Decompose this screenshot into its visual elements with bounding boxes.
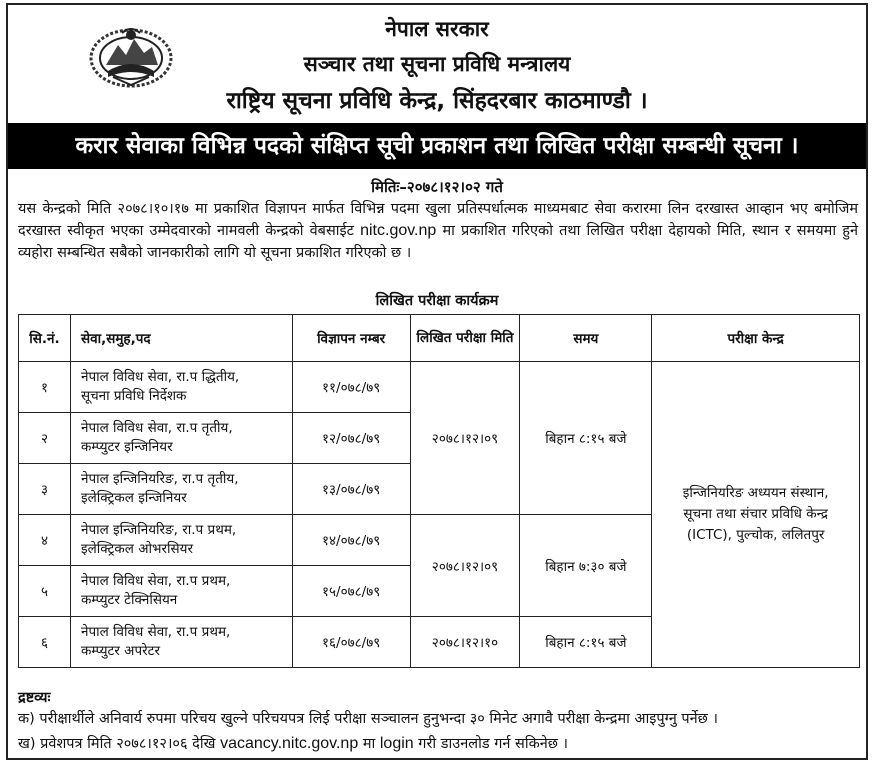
group-exam-date: २०७८।१२।०९: [410, 515, 520, 617]
row-ad-no: १६/०७८/७९: [292, 617, 410, 668]
row-ad-no: १५/०७८/७९: [292, 566, 410, 617]
notice-header: [8, 5, 866, 118]
org-government: नेपाल सरकार: [385, 17, 489, 41]
website-link[interactable]: nitc.gov.np: [360, 222, 437, 239]
note-b: [18, 733, 568, 753]
post-line: इलेक्ट्रिकल ओभरसियर: [80, 541, 194, 557]
center-line: इन्जिनियरिङ अध्ययन संस्थान,: [682, 485, 829, 501]
group-exam-time: बिहान ८:१५ बजे: [520, 617, 652, 668]
exam-center: [652, 362, 860, 668]
row-post: [70, 413, 292, 464]
post-line: नेपाल विविध सेवा, रा.प तृतीय,: [80, 420, 233, 436]
program-title: लिखित परीक्षा कार्यक्रम: [375, 293, 499, 309]
table-row: [19, 362, 860, 413]
row-sn: २: [19, 413, 71, 464]
notes-title: द्रष्टव्यः: [18, 690, 51, 706]
row-post: [70, 515, 292, 566]
row-post: [70, 464, 292, 515]
row-post: [70, 617, 292, 668]
header-post: सेवा,समुह,पद: [70, 315, 292, 362]
group-exam-time: बिहान ७:३० बजे: [520, 515, 652, 617]
org-ministry: सञ्चार तथा सूचना प्रविधि मन्त्रालय: [303, 52, 571, 76]
note-a: क) परीक्षार्थीले अनिवार्य रुपमा परिचय खुल्ने परिचयपत्र लिई परीक्षा सञ्चालन हुनुभन्दा ३० मिनेट अगावै परीक्षा केन्द्रमा आइपुग्नु पर्नेछ ।: [18, 711, 718, 727]
note-b-text-1: ख) प्रवेशपत्र मिति २०७८।१२।०६ देखि: [18, 736, 221, 752]
post-line: नेपाल विविध सेवा, रा.प द्धितीय,: [80, 369, 240, 385]
vacancy-link[interactable]: vacancy.nitc.gov.np: [220, 735, 359, 752]
header-sn: सि.नं.: [19, 315, 71, 362]
paragraph-text-1: यस केन्द्रको मिति २०७८।१०।१७ मा प्रकाशित विज्ञापन मार्फत विभिन्न पदमा खुला प्रतिस्पर्धात्मक माध्यमबाट सेवा करारमा लिन दरखास्त आव्हान भए बमोजिम दरखास्त स्वीकृत भएका उम्मेदवारको नामवली केन्द्रको वेबसाईट: [18, 201, 858, 239]
login-text: login: [379, 735, 414, 752]
row-sn: ६: [19, 617, 71, 668]
header-exam-date: लिखित परीक्षा मिति: [410, 315, 520, 362]
group-exam-time: बिहान ८:१५ बजे: [520, 362, 652, 515]
table-header-row: [19, 315, 860, 362]
notice-frame: [6, 3, 868, 760]
post-line: नेपाल इन्जिनियरिङ, रा.प प्रथम,: [80, 522, 237, 538]
post-line: सूचना प्रविधि निर्देशक: [80, 388, 187, 404]
row-sn: ३: [19, 464, 71, 515]
notice-date: मितिः–२०७८।१२।०२ गते: [371, 178, 503, 196]
row-sn: ४: [19, 515, 71, 566]
header-time: समय: [520, 315, 652, 362]
row-post: [70, 362, 292, 413]
group-exam-date: २०७८।१२।१०: [410, 617, 520, 668]
paragraph-text-2: मा प्रकाशित गरिएको तथा लिखित परीक्षा देहायको मिति, स्थान र समयमा हुने व्यहोरा सम्बन्धित सबैको जानकारीको लागि यो सूचना प्रकाशित गरिएको छ ।: [18, 223, 859, 261]
center-line: (ICTC), पुल्चोक, ललितपुर: [686, 527, 825, 543]
post-line: इलेक्ट्रिकल इन्जिनियर: [80, 490, 187, 506]
org-center: राष्ट्रिय सूचना प्रविधि केन्द्र, सिंहदरबार काठमाण्डौ ।: [226, 88, 648, 114]
row-sn: १: [19, 362, 71, 413]
post-line: नेपाल इन्जिनियरिङ, रा.प तृतीय,: [80, 471, 239, 487]
row-ad-no: १३/०७८/७९: [292, 464, 410, 515]
group-exam-date: २०७८।१२।०९: [410, 362, 520, 515]
note-b-text-2: मा: [358, 736, 380, 752]
row-post: [70, 566, 292, 617]
post-line: कम्प्युटर इन्जिनियर: [80, 439, 173, 455]
post-line: नेपाल विविध सेवा, रा.प प्रथम,: [80, 573, 231, 589]
row-ad-no: १४/०७८/७९: [292, 515, 410, 566]
row-sn: ५: [19, 566, 71, 617]
post-line: कम्प्युटर टेक्निसियन: [80, 592, 178, 608]
header-ad-no: विज्ञापन नम्बर: [292, 315, 410, 362]
post-line: नेपाल विविध सेवा, रा.प प्रथम,: [80, 624, 231, 640]
notice-paragraph: [18, 198, 858, 264]
note-b-text-3: गरी डाउनलोड गर्न सकिनेछ ।: [413, 736, 569, 752]
row-ad-no: १२/०७८/७९: [292, 413, 410, 464]
post-line: कम्प्युटर अपरेटर: [80, 643, 160, 659]
row-ad-no: ११/०७८/७९: [292, 362, 410, 413]
notice-title-banner: करार सेवाका विभिन्न पदको संक्षिप्त सूची प्रकाशन तथा लिखित परीक्षा सम्बन्धी सूचना ।: [8, 123, 866, 169]
center-line: सूचना तथा संचार प्रविधि केन्द्र: [683, 506, 828, 522]
header-center: परीक्षा केन्द्र: [652, 315, 860, 362]
exam-schedule-table: [18, 314, 860, 668]
